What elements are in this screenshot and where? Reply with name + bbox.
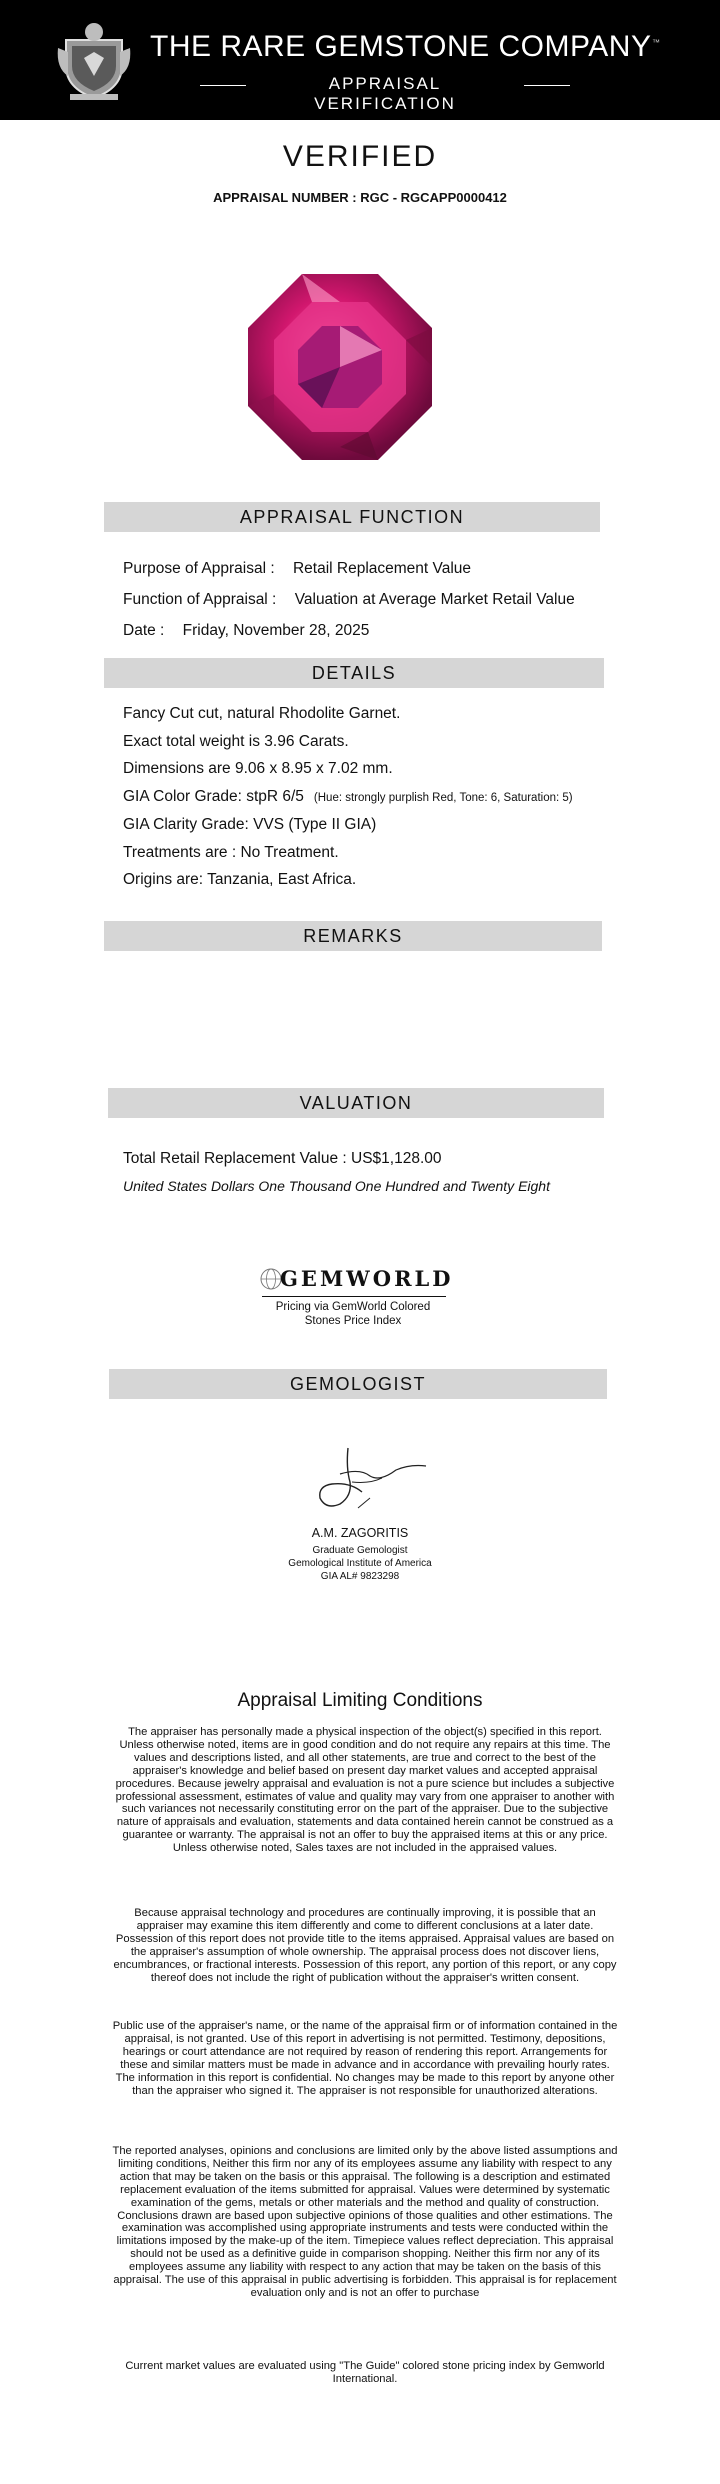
detail-color-grade [123, 788, 573, 806]
detail-cut: Fancy Cut cut, natural Rhodolite Garnet. [123, 705, 401, 722]
detail-weight: Exact total weight is 3.96 Carats. [123, 733, 349, 750]
gemworld-caption-line1: Pricing via GemWorld Colored [275, 1301, 431, 1313]
divider [524, 85, 570, 86]
color-grade-note: (Hue: strongly purplish Red, Tone: 6, Saturation: 5) [313, 792, 573, 804]
gemstone-image [230, 262, 450, 472]
detail-dimensions: Dimensions are 9.06 x 8.95 x 7.02 mm. [123, 760, 393, 777]
total-value: Total Retail Replacement Value : US$1,128.00 [123, 1150, 442, 1167]
purpose-value: Retail Replacement Value [292, 560, 472, 577]
gemologist-gia-number: GIA AL# 9823298 [320, 1571, 400, 1582]
appraisal-number: APPRAISAL NUMBER : RGC - RGCAPP0000412 [213, 190, 507, 205]
date-row [123, 622, 369, 640]
header-subtitle: APPRAISAL VERIFICATION [314, 74, 456, 113]
limiting-paragraph-5: Current market values are evaluated using "The Guide" colored stone pricing index by Gemworld International. [125, 2360, 605, 2385]
header-banner [0, 0, 720, 120]
gemologist-name: A.M. ZAGORITIS [311, 1526, 409, 1540]
gemworld-wordmark: GEMWORLD [280, 1266, 454, 1291]
detail-clarity: GIA Clarity Grade: VVS (Type II GIA) [123, 816, 377, 833]
section-remarks: REMARKS [104, 921, 602, 951]
gemologist-institute: Gemological Institute of America [288, 1558, 432, 1569]
company-crest-logo [56, 18, 132, 102]
section-details: DETAILS [104, 658, 604, 688]
section-valuation: VALUATION [108, 1088, 604, 1118]
date-label: Date : [123, 622, 165, 639]
limiting-paragraph-2: Because appraisal technology and procedures are continually improving, it is possible that an appraiser may examine this item differently and come to different conclusions at a later date. Possession of this report does not provide title to the items appraised. Appraisal values are based on the appraiser's assumption of whole ownership. The appraisal process does not discover liens, encumbrances, or fractional interests. Possession of this report, any portion of this report, or any copy thereof does not include the right of publication without the appraiser's written consent. [113, 1907, 617, 1984]
value-in-words: United States Dollars One Thousand One Hundred and Twenty Eight [123, 1178, 550, 1194]
gemologist-signature [300, 1438, 430, 1518]
purpose-label: Purpose of Appraisal : [123, 560, 275, 577]
subtitle-row [200, 74, 570, 113]
function-label: Function of Appraisal : [123, 591, 277, 608]
limiting-conditions-title: Appraisal Limiting Conditions [237, 1690, 483, 1711]
section-gemologist: GEMOLOGIST [109, 1369, 607, 1399]
limiting-paragraph-4: The reported analyses, opinions and conclusions are limited only by the above listed assumptions and limiting conditions, Neither this firm nor any of its employees assume any liability with respect to any action that may be taken on the basis or this appraisal. The following is a description and estimated replacement evaluation of the items submitted for appraisal. Values were determined by systematic examination of the gems, metals or other materials and the method and quality of construction. Conclusions drawn are based upon subjective opinions of those qualities and other estimations. The examination was accomplished using appropriate instruments and tests were conducted within the limitations imposed by the make-up of the item. Timepiece values reflect depreciation. This appraisal should not be used as a definitive guide in comparison shopping. Neither this firm nor any of its employees assume any liability with respect to any action that may be taken on the basis of this appraisal. The use of this appraisal in public advertising is forbidden. This appraisal is for replacement evaluation only and is not an offer to purchase [112, 2145, 618, 2299]
section-appraisal-function: APPRAISAL FUNCTION [104, 502, 600, 532]
verified-heading: VERIFIED [282, 140, 438, 173]
color-grade: GIA Color Grade: stpR 6/5 [123, 788, 304, 805]
trademark-symbol: ™ [652, 38, 660, 47]
limiting-paragraph-1: The appraiser has personally made a physical inspection of the object(s) specified in this report. Unless otherwise noted, items are in good condition and do not require any repairs at this time. The values and descriptions listed, and all other statements, are true and correct to the best of the appraiser's knowledge and belief based on present day market values and accepted appraisal procedures. Because jewelry appraisal and evaluation is not a pure science but includes a subjective professional assessment, estimates of value and quality may vary from one appraiser to another with such variances not necessarily constituting error on the part of the appraiser. Due to the subjective nature of appraisals and evaluation, statements and data contained herein cannot be construed as a guarantee or warranty. The appraisal is not an offer to buy the appraised items at this or any price. Unless otherwise noted, Sales taxes are not included in the appraised values. [115, 1726, 615, 1855]
gemworld-logo [258, 1262, 454, 1334]
divider [200, 85, 246, 86]
detail-origin: Origins are: Tanzania, East Africa. [123, 871, 357, 888]
detail-treatments: Treatments are : No Treatment. [123, 844, 339, 861]
company-name: THE RARE GEMSTONE COMPANY [150, 30, 652, 63]
function-value: Valuation at Average Market Retail Value [294, 591, 575, 608]
gemologist-title: Graduate Gemologist [312, 1545, 408, 1556]
purpose-row [123, 560, 471, 578]
date-value: Friday, November 28, 2025 [182, 622, 370, 639]
limiting-paragraph-3: Public use of the appraiser's name, or the name of the appraisal firm or of information contained in the appraisal, is not granted. Use of this report in advertising is not permitted. Testimony, depositions, hearings or court attendance are not required by reason of rendering this report. Arrangements for these and similar matters must be made in advance and in accordance with prevailing hourly rates. The information in this report is confidential. No changes may be made to this report by anyone other than the appraiser who signed it. The appraiser is not responsible for unauthorized alterations. [112, 2020, 618, 2097]
gemworld-caption-line2: Stones Price Index [304, 1315, 402, 1327]
divider [262, 1296, 446, 1297]
function-row [123, 591, 575, 609]
gemworld-caption [258, 1300, 448, 1328]
